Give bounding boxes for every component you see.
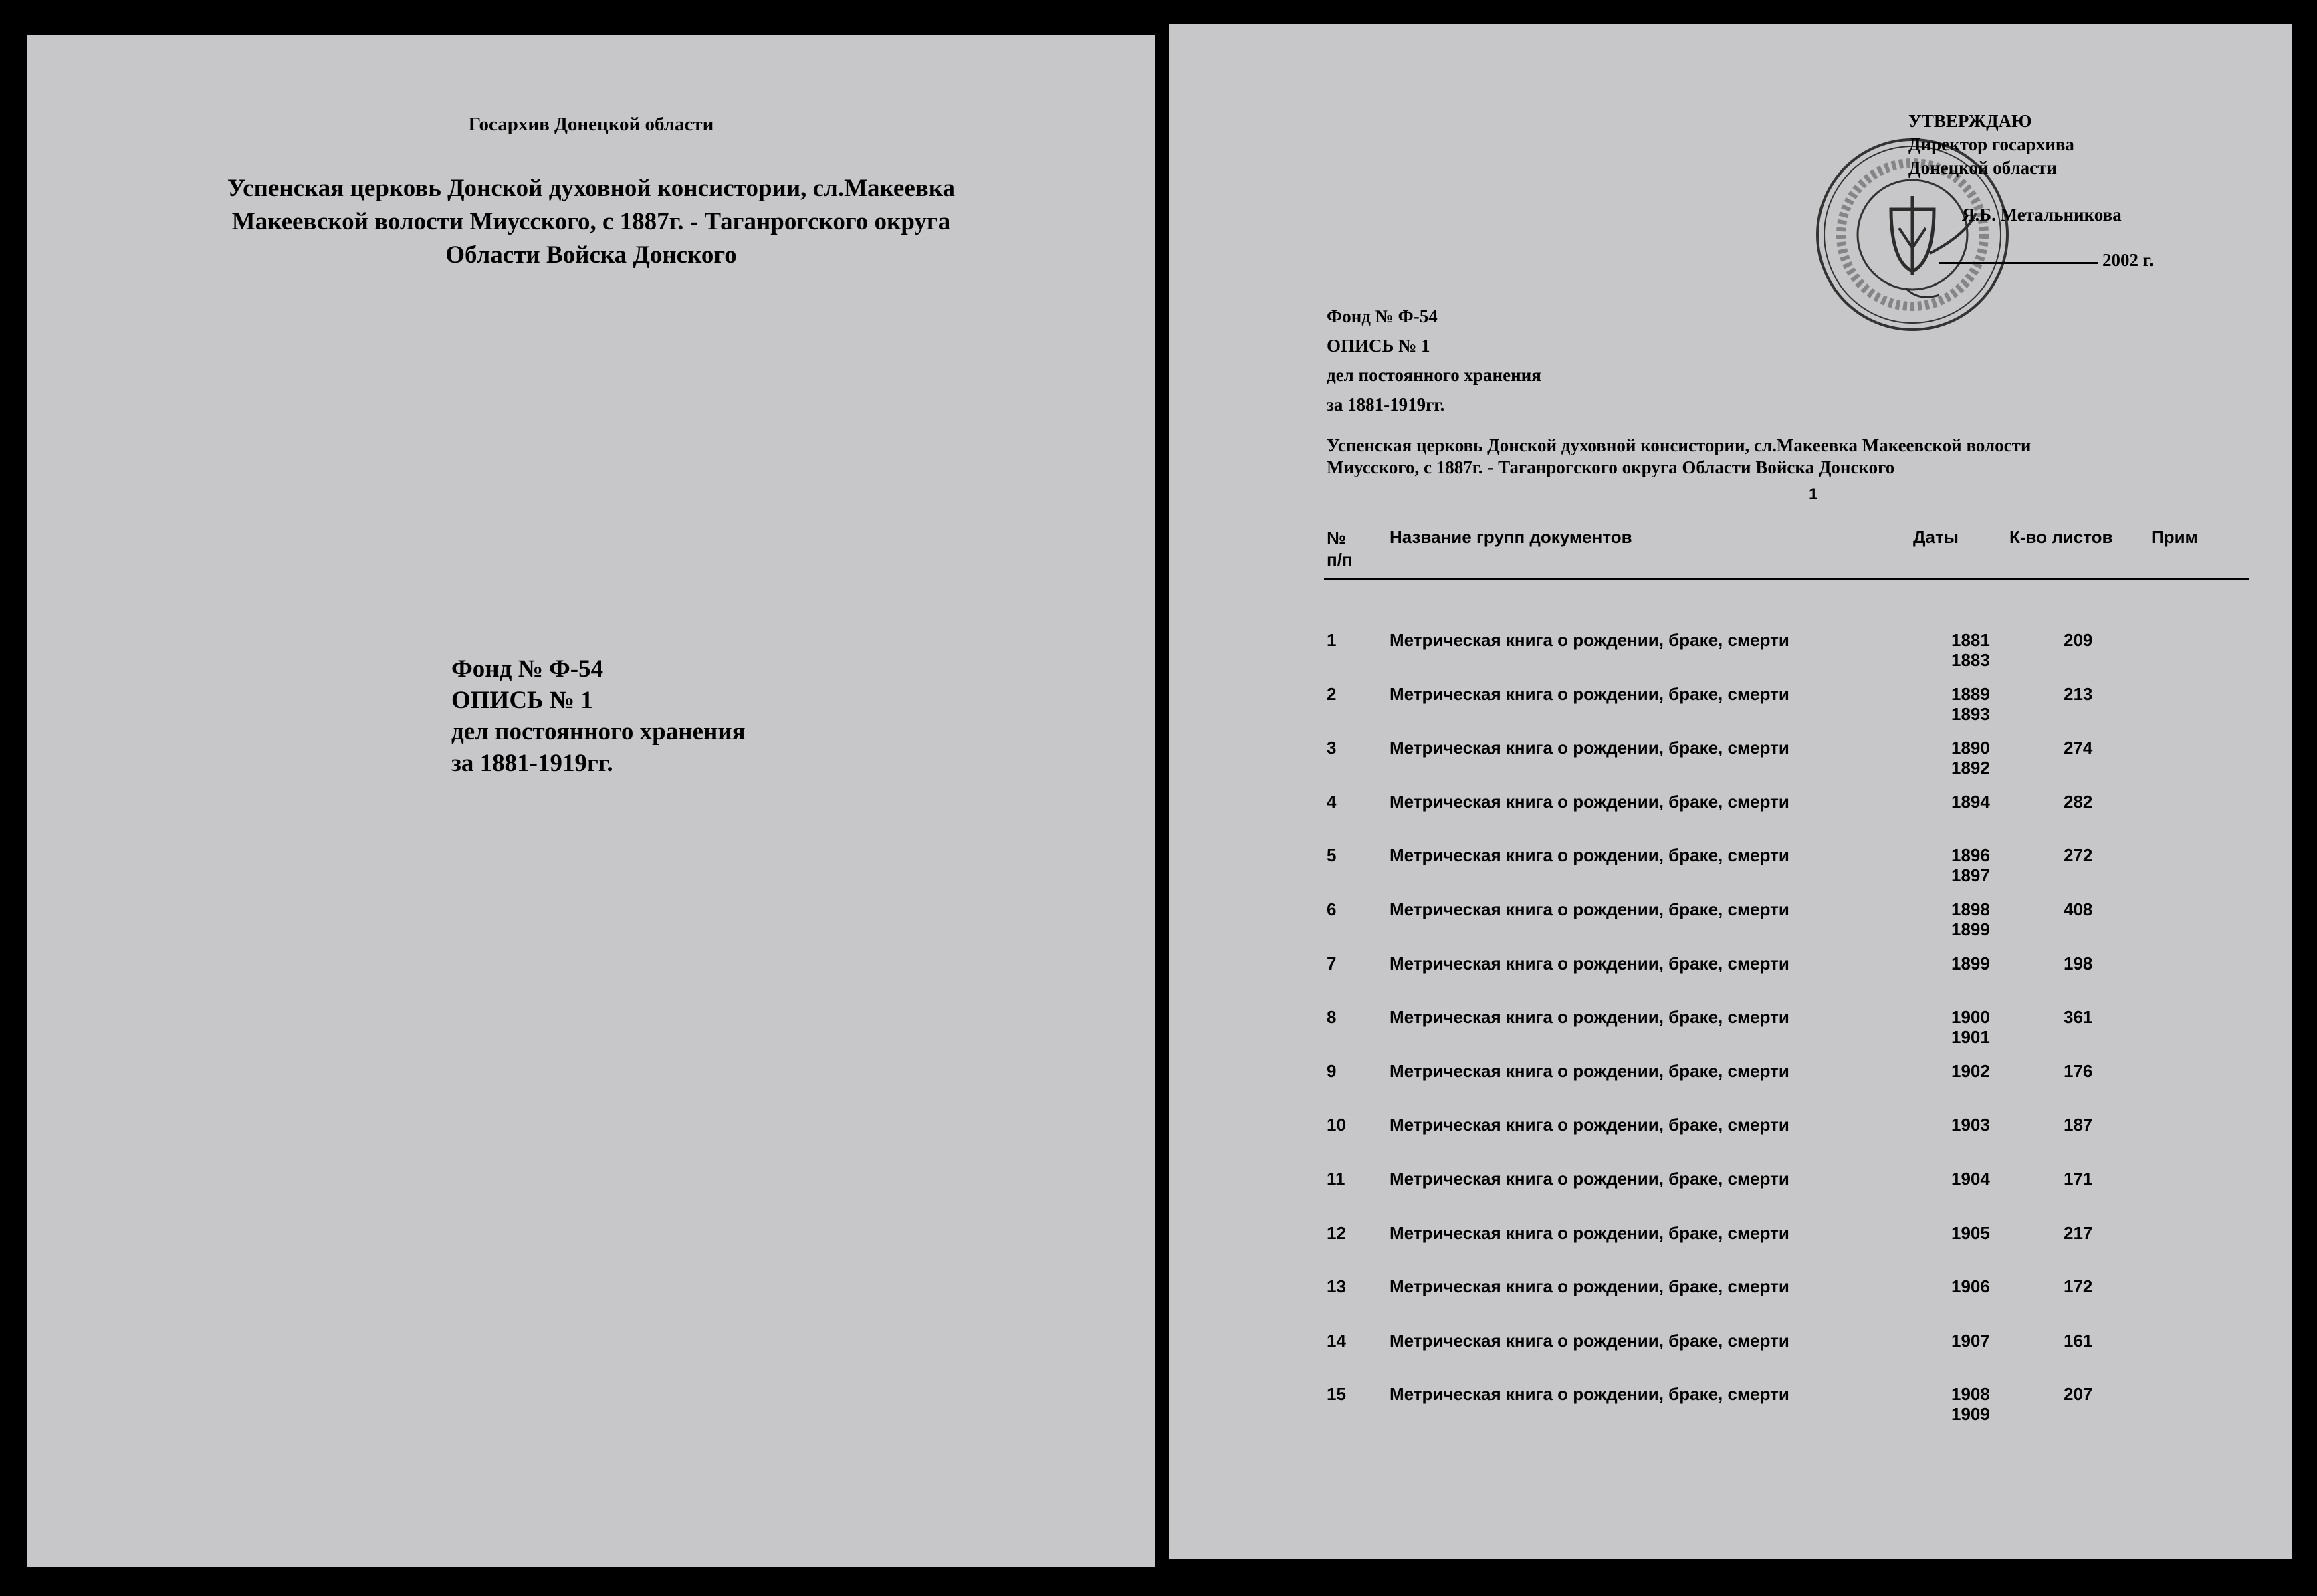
approval-heading: УТВЕРЖДАЮ <box>1908 111 2032 131</box>
row-sheet-count: 207 <box>2064 1384 2093 1405</box>
row-number: 8 <box>1327 1007 1337 1028</box>
church-title-line: Успенская церковь Донской духовной консистории, сл.Макеевка <box>227 175 955 202</box>
page-number: 1 <box>1809 485 1818 503</box>
row-title: Метрическая книга о рождении, браке, смерти <box>1390 1007 1789 1028</box>
church-title-line: Успенская церковь Донской духовной консистории, сл.Макеевка Макеевской волости <box>1327 435 2031 455</box>
row-number: 4 <box>1327 791 1337 812</box>
fond-number: Фонд № Ф-54 <box>451 655 604 683</box>
storage-type: дел постоянного хранения <box>1327 365 1541 385</box>
row-date-end: 1893 <box>1951 703 1990 724</box>
row-title: Метрическая книга о рождении, браке, смерти <box>1390 845 1789 866</box>
row-title: Метрическая книга о рождении, браке, смерти <box>1390 683 1789 704</box>
row-date-start: 1896 <box>1951 845 1990 866</box>
row-title: Метрическая книга о рождении, браке, смерти <box>1390 1276 1789 1297</box>
table-row <box>1169 899 2292 953</box>
row-title: Метрическая книга о рождении, браке, смерти <box>1390 1330 1789 1351</box>
archive-name: Госархив Донецкой области <box>468 114 714 135</box>
fond-number: Фонд № Ф-54 <box>1327 306 1438 326</box>
row-date-end: 1901 <box>1951 1027 1990 1048</box>
row-date-start: 1890 <box>1951 737 1990 758</box>
row-title: Метрическая книга о рождении, браке, смерти <box>1390 953 1789 974</box>
row-sheet-count: 217 <box>2064 1222 2093 1243</box>
row-date-end: 1899 <box>1951 919 1990 939</box>
row-date-start: 1900 <box>1951 1007 1990 1028</box>
row-date-start: 1907 <box>1951 1330 1990 1351</box>
row-date-start: 1904 <box>1951 1169 1990 1189</box>
row-date-end: 1909 <box>1951 1404 1990 1425</box>
signature-date-line <box>1939 262 2098 264</box>
column-header-number-line: п/п <box>1327 550 1353 570</box>
date-range: за 1881-1919гг. <box>451 750 613 777</box>
row-sheet-count: 198 <box>2064 953 2093 974</box>
row-date-start: 1905 <box>1951 1222 1990 1243</box>
date-range: за 1881-1919гг. <box>1327 394 1445 415</box>
column-header-dates: Даты <box>1913 527 1959 547</box>
row-sheet-count: 161 <box>2064 1330 2093 1351</box>
row-title: Метрическая книга о рождении, браке, смерти <box>1390 630 1789 650</box>
row-number: 14 <box>1327 1330 1346 1351</box>
storage-type: дел постоянного хранения <box>451 718 746 746</box>
column-header-sheets: К-во листов <box>2009 527 2113 547</box>
left-page <box>27 35 1155 1567</box>
row-number: 7 <box>1327 953 1337 974</box>
row-sheet-count: 209 <box>2064 630 2093 650</box>
row-date-start: 1894 <box>1951 791 1990 812</box>
row-title: Метрическая книга о рождении, браке, смерти <box>1390 737 1789 758</box>
row-date-start: 1903 <box>1951 1115 1990 1135</box>
row-sheet-count: 171 <box>2064 1169 2093 1189</box>
row-title: Метрическая книга о рождении, браке, смерти <box>1390 1115 1789 1135</box>
row-title: Метрическая книга о рождении, браке, смерти <box>1390 1169 1789 1189</box>
column-header-number-line: № <box>1327 528 1346 548</box>
row-date-start: 1898 <box>1951 899 1990 919</box>
row-number: 12 <box>1327 1222 1346 1243</box>
table-row <box>1169 1384 2292 1438</box>
row-sheet-count: 172 <box>2064 1276 2093 1297</box>
table-row <box>1169 1331 2292 1384</box>
row-title: Метрическая книга о рождении, браке, смерти <box>1390 791 1789 812</box>
row-number: 13 <box>1327 1276 1346 1297</box>
church-title <box>27 172 1155 272</box>
approval-date: 2002 г. <box>2102 250 2154 270</box>
row-number: 1 <box>1327 630 1337 650</box>
row-sheet-count: 272 <box>2064 845 2093 866</box>
row-title: Метрическая книга о рождении, браке, смерти <box>1390 1384 1789 1405</box>
table-row <box>1169 1115 2292 1168</box>
row-title: Метрическая книга о рождении, браке, смерти <box>1390 899 1789 919</box>
row-title: Метрическая книга о рождении, браке, смерти <box>1390 1222 1789 1243</box>
table-row <box>1169 1169 2292 1222</box>
approval-position: Директор госархива <box>1908 134 2074 154</box>
table-row <box>1169 953 2292 1007</box>
approval-block <box>1908 110 2074 180</box>
column-header-number <box>1327 527 1353 571</box>
table-row <box>1169 684 2292 737</box>
row-date-start: 1881 <box>1951 630 1990 650</box>
row-number: 3 <box>1327 737 1337 758</box>
row-number: 11 <box>1327 1169 1345 1189</box>
table-row <box>1169 1276 2292 1330</box>
row-date-start: 1906 <box>1951 1276 1990 1297</box>
row-sheet-count: 176 <box>2064 1060 2093 1081</box>
row-sheet-count: 361 <box>2064 1007 2093 1028</box>
table-row <box>1169 792 2292 845</box>
column-header-note: Прим <box>2151 527 2198 547</box>
table-row <box>1169 1223 2292 1276</box>
row-title: Метрическая книга о рождении, браке, смерти <box>1390 1060 1789 1081</box>
table-row <box>1169 737 2292 791</box>
table-row <box>1169 1061 2292 1115</box>
table-row <box>1169 1007 2292 1060</box>
column-header-title: Название групп документов <box>1390 527 1632 547</box>
approval-signatory: Я.Б. Метальникова <box>1962 205 2122 225</box>
inventory-number: ОПИСЬ № 1 <box>451 687 593 714</box>
row-date-start: 1889 <box>1951 683 1990 704</box>
row-sheet-count: 274 <box>2064 737 2093 758</box>
row-number: 2 <box>1327 683 1337 704</box>
table-header-rule <box>1324 578 2249 580</box>
church-title-line: Миусского, с 1887г. - Таганрогского округа Области Войска Донского <box>1327 457 1895 477</box>
church-title <box>1327 435 2236 479</box>
row-sheet-count: 187 <box>2064 1115 2093 1135</box>
row-number: 10 <box>1327 1115 1346 1135</box>
fond-block <box>451 653 746 779</box>
row-date-start: 1908 <box>1951 1384 1990 1405</box>
row-number: 6 <box>1327 899 1337 919</box>
church-title-line: Макеевской волости Миусского, с 1887г. - Таганрогского округа <box>231 208 951 235</box>
right-page <box>1169 24 2292 1559</box>
row-number: 15 <box>1327 1384 1346 1405</box>
row-date-end: 1897 <box>1951 865 1990 886</box>
table-row <box>1169 845 2292 899</box>
row-number: 9 <box>1327 1060 1337 1081</box>
row-date-start: 1899 <box>1951 953 1990 974</box>
table-row <box>1169 630 2292 683</box>
row-date-end: 1883 <box>1951 650 1990 670</box>
church-title-line: Области Войска Донского <box>445 241 737 269</box>
row-number: 5 <box>1327 845 1337 866</box>
row-sheet-count: 213 <box>2064 683 2093 704</box>
approval-region: Донецкой области <box>1908 158 2057 178</box>
row-date-start: 1902 <box>1951 1060 1990 1081</box>
fond-block <box>1327 302 1541 419</box>
row-sheet-count: 282 <box>2064 791 2093 812</box>
inventory-number: ОПИСЬ № 1 <box>1327 336 1430 356</box>
row-sheet-count: 408 <box>2064 899 2093 919</box>
row-date-end: 1892 <box>1951 758 1990 778</box>
